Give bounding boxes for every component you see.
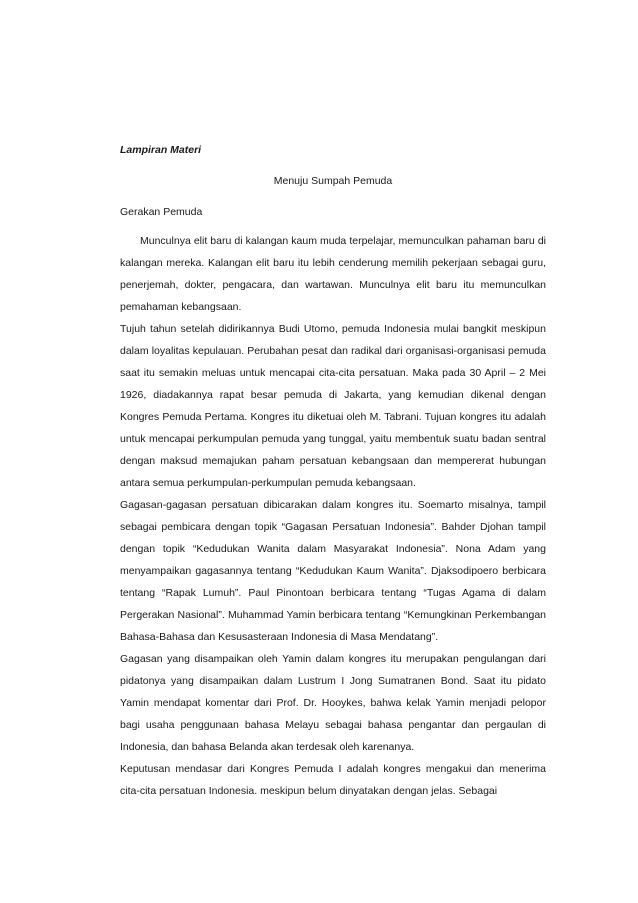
paragraph: Gagasan-gagasan persatuan dibicarakan dalam kongres itu. Soemarto misalnya, tampil sebagai pembicara dengan topik “Gagasan Persatuan Indonesia”. Bahder Djohan tampil dengan topik “Kedudukan Wanita dalam Masyarakat Indonesia”. Nona Adam yang menyampaikan gagasannya tentang “Kedudukan Kaum Wanita”. Djaksodipoero berbicara tentang “Rapak Lumuh”. Paul Pinontoan berbicara tentang “Tugas Agama di dalam Pergerakan Nasional”. Muhammad Yamin berbicara tentang “Kemungkinan Perkembangan Bahasa-Bahasa dan Kesusasteraan Indonesia di Masa Mendatang”. <box>120 499 546 643</box>
section-heading: Gerakan Pemuda <box>120 206 203 218</box>
paragraph-list <box>120 230 546 802</box>
appendix-label: Lampiran Materi <box>120 144 202 156</box>
paragraph: Munculnya elit baru di kalangan kaum muda terpelajar, memunculkan pahaman baru di kalangan mereka. Kalangan elit baru itu lebih cenderung memilih pekerjaan sebagai guru, penerjemah, dokter, pengacara, dan wartawan. Munculnya elit baru itu memunculkan pemahaman kebangsaan. <box>120 235 546 313</box>
paragraph: Keputusan mendasar dari Kongres Pemuda I adalah kongres mengakui dan menerima cita-cita persatuan Indonesia. meskipun belum dinyatakan dengan jelas. Sebagai <box>120 763 546 797</box>
paragraph: Gagasan yang disampaikan oleh Yamin dalam kongres itu merupakan pengulangan dari pidatonya yang disampaikan dalam Lustrum I Jong Sumatranen Bond. Saat itu pidato Yamin mendapat komentar dari Prof. Dr. Hooykes, bahwa kelak Yamin menjadi pelopor bagi usaha penggunaan bahasa Melayu sebagai bahasa pengantar dan pergaulan di Indonesia, dan bahasa Belanda akan terdesak oleh karenanya. <box>120 653 546 753</box>
paragraph: Tujuh tahun setelah didirikannya Budi Utomo, pemuda Indonesia mulai bangkit meskipun dalam loyalitas kepulauan. Perubahan pesat dan radikal dari organisasi-organisasi pemuda saat itu semakin meluas untuk mencapai cita-cita persatuan. Maka pada 30 April – 2 Mei 1926, diadakannya rapat besar pemuda di Jakarta, yang kemudian dikenal dengan Kongres Pemuda Pertama. Kongres itu diketuai oleh M. Tabrani. Tujuan kongres itu adalah untuk mencapai perkumpulan pemuda yang tunggal, yaitu membentuk suatu badan sentral dengan maksud memajukan paham persatuan kebangsaan dan mempererat hubungan antara semua perkumpulan-perkumpulan pemuda kebangsaan. <box>120 323 546 489</box>
document-body <box>120 143 546 802</box>
document-title: Menuju Sumpah Pemuda <box>273 175 393 187</box>
